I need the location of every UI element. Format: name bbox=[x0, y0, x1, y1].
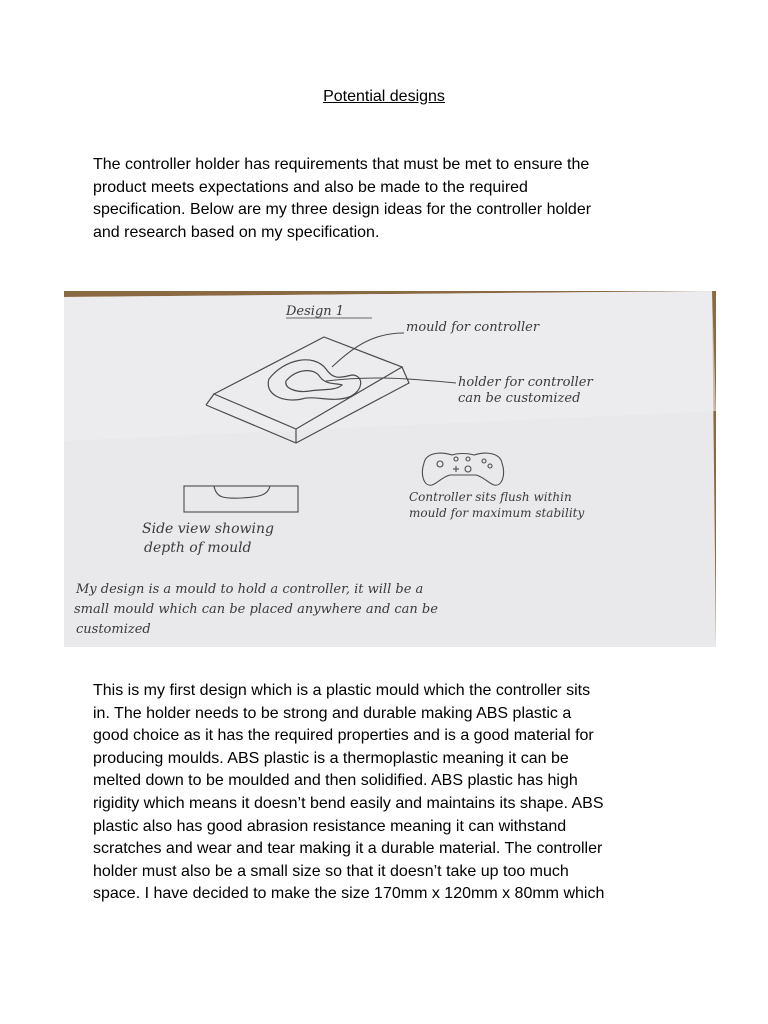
label-mould-for-controller: mould for controller bbox=[406, 320, 540, 335]
label-holder-for-controller: holder for controller bbox=[458, 375, 593, 390]
sketch-svg bbox=[64, 291, 716, 647]
intro-paragraph bbox=[93, 154, 683, 244]
body-line: in. The holder needs to be strong and durable making ABS plastic a bbox=[93, 704, 572, 722]
body-line: rigidity which means it doesn’t bend easily and maintains its shape. ABS bbox=[93, 794, 604, 812]
body-line: good choice as it has the required properties and is a good material for bbox=[93, 727, 594, 745]
page-title: Potential designs bbox=[323, 88, 445, 105]
intro-line: specification. Below are my three design ideas for the controller holder bbox=[93, 201, 592, 219]
body-line: scratches and wear and tear making it a durable material. The controller bbox=[93, 840, 603, 858]
body-line: space. I have decided to make the size 170mm x 120mm x 80mm which bbox=[93, 885, 605, 903]
body-line: holder must also be a small size so that it doesn’t take up too much bbox=[93, 862, 569, 880]
body-line: melted down to be moulded and then solidified. ABS plastic has high bbox=[93, 772, 578, 790]
label-maximum-stability: mould for maximum stability bbox=[409, 506, 585, 520]
label-side-view: Side view showing bbox=[142, 521, 274, 537]
intro-line: The controller holder has requirements that must be met to ensure the bbox=[93, 156, 590, 173]
intro-line: and research based on my specification. bbox=[93, 223, 380, 241]
sketch-heading: Design 1 bbox=[286, 304, 345, 319]
body-line: This is my first design which is a plastic mould which the controller sits bbox=[93, 682, 591, 699]
design-note-line: My design is a mould to hold a controller, it will be a bbox=[76, 582, 424, 597]
design-description-paragraph bbox=[93, 680, 683, 906]
label-sits-flush: Controller sits flush within bbox=[409, 490, 572, 504]
intro-line: product meets expectations and also be made to the required bbox=[93, 178, 528, 196]
design-note-line: customized bbox=[76, 622, 151, 637]
label-depth-of-mould: depth of mould bbox=[144, 540, 252, 556]
design-note-line: small mould which can be placed anywhere and can be bbox=[74, 602, 438, 617]
body-line: plastic also has good abrasion resistance meaning it can withstand bbox=[93, 817, 567, 835]
design-sketch-photo bbox=[64, 291, 716, 647]
label-can-be-customized: can be customized bbox=[458, 391, 581, 406]
body-line: producing moulds. ABS plastic is a thermoplastic meaning it can be bbox=[93, 749, 569, 767]
